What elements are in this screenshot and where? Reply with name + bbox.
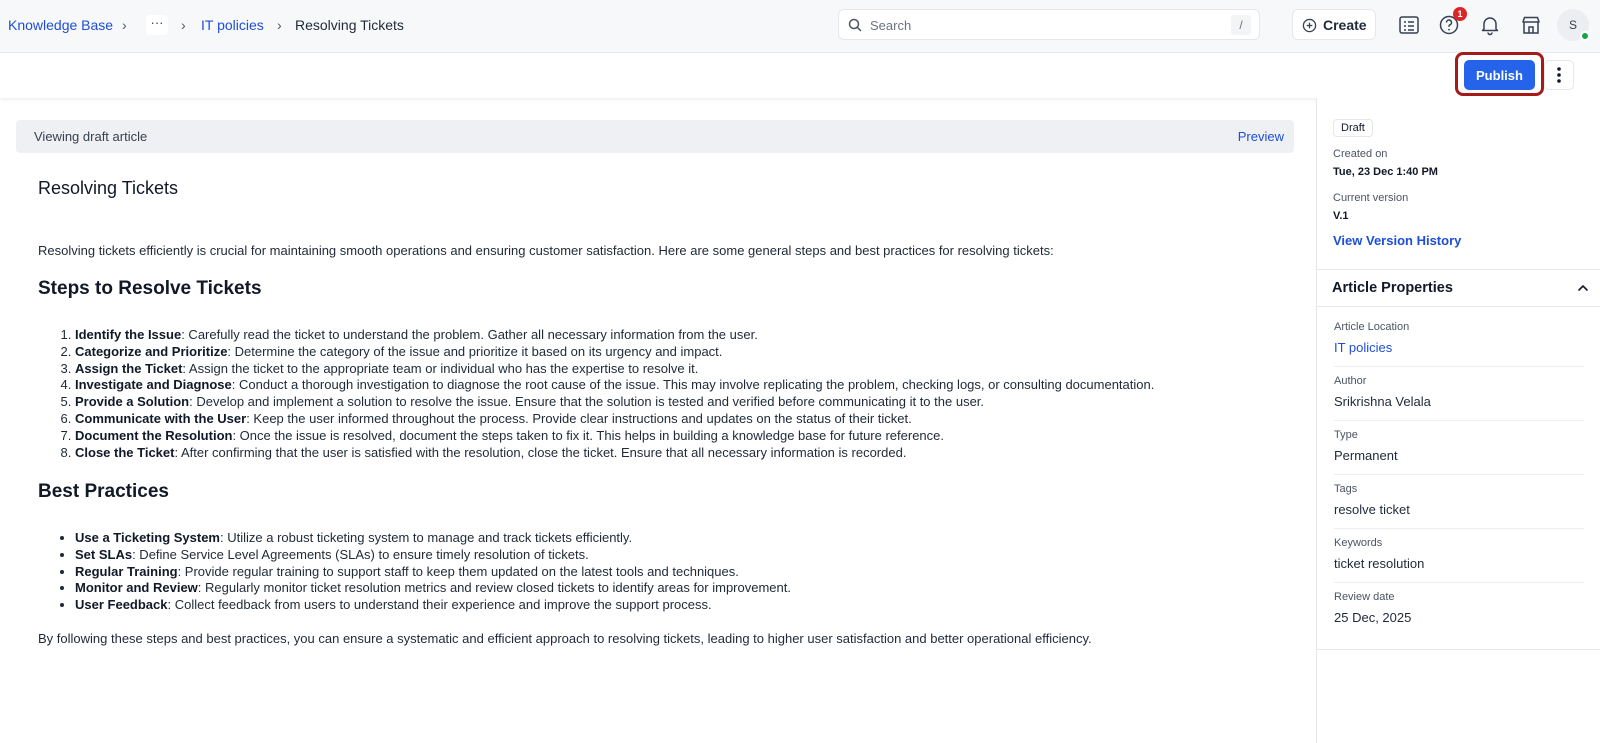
- property-keywords: [1334, 537, 1584, 583]
- list-item: [75, 428, 1154, 445]
- article-sidebar: [1316, 98, 1600, 743]
- current-version-label: Current version: [1333, 192, 1409, 204]
- step-term: Identify the Issue: [75, 327, 182, 342]
- article-properties-header[interactable]: [1317, 269, 1600, 307]
- plus-circle-icon: [1302, 18, 1317, 33]
- created-on-label: Created on: [1333, 148, 1388, 160]
- step-text: : After confirming that the user is satisfied with the resolution, close the ticket. Ensure that all necessary information is recorded.: [174, 444, 907, 460]
- practice-text: : Regularly monitor ticket resolution metrics and review closed tickets to identify areas for improvement.: [197, 580, 791, 596]
- step-term: Document the Resolution: [75, 427, 233, 443]
- property-label: Review date: [1334, 591, 1395, 603]
- search-shortcut-hint: /: [1231, 15, 1251, 35]
- step-text: : Once the issue is resolved, document the steps taken to fix it. This helps in building a knowledge base for future reference.: [232, 427, 944, 443]
- step-text: : Carefully read the ticket to understand the problem. Gather all necessary information from the user.: [181, 327, 758, 342]
- list-item: [75, 530, 791, 547]
- practice-term: Set SLAs: [75, 546, 133, 562]
- create-button-label: Create: [1323, 17, 1367, 33]
- top-bar: [0, 0, 1600, 53]
- article-closing: By following these steps and best practices, you can ensure a systematic and efficient approach to resolving tickets, leading to higher user satisfaction and better operational efficiency.: [38, 631, 1092, 646]
- breadcrumb-current-page: Resolving Tickets: [295, 17, 404, 33]
- property-label: Author: [1334, 375, 1367, 387]
- step-term: Assign the Ticket: [75, 360, 183, 376]
- step-text: : Keep the user informed throughout the process. Provide clear instructions and updates on the status of their ticket.: [246, 410, 912, 426]
- property-review-date: [1334, 591, 1584, 637]
- step-term: Provide a Solution: [75, 394, 190, 410]
- practice-text: : Collect feedback from users to understand their experience and improve the support process.: [167, 597, 712, 613]
- step-term: Close the Ticket: [75, 444, 175, 460]
- breadcrumb-separator-icon: ›: [181, 17, 186, 33]
- create-button[interactable]: [1292, 9, 1376, 40]
- avatar[interactable]: S: [1557, 9, 1589, 41]
- online-status-indicator: [1580, 31, 1590, 41]
- breadcrumb-it-policies[interactable]: IT policies: [201, 17, 264, 33]
- practice-term: Monitor and Review: [75, 580, 198, 596]
- created-on-value: Tue, 23 Dec 1:40 PM: [1333, 166, 1438, 178]
- step-text: : Determine the category of the issue and prioritize it based on its urgency and impact.: [227, 343, 723, 359]
- list-item: [75, 564, 791, 581]
- bell-icon[interactable]: [1478, 13, 1502, 37]
- step-term: Investigate and Diagnose: [75, 377, 232, 393]
- property-label: Tags: [1334, 483, 1358, 495]
- draft-banner-text: Viewing draft article: [34, 129, 148, 144]
- publish-button[interactable]: Publish: [1464, 60, 1535, 90]
- preview-link[interactable]: Preview: [1237, 129, 1284, 144]
- property-value: Permanent: [1334, 448, 1398, 463]
- sidebar-divider: [1317, 649, 1600, 650]
- article-title: Resolving Tickets: [38, 178, 179, 198]
- list-item: [75, 361, 1154, 378]
- article-intro: Resolving tickets efficiently is crucial for maintaining smooth operations and ensuring customer satisfaction. Here are some general steps and best practices for resolving tickets:: [38, 243, 1054, 258]
- property-author: [1334, 375, 1584, 421]
- checklist-icon[interactable]: [1397, 13, 1421, 37]
- kebab-menu-icon: [1545, 61, 1573, 89]
- property-value: resolve ticket: [1334, 502, 1410, 517]
- search-box[interactable]: [838, 9, 1260, 40]
- step-term: Communicate with the User: [75, 410, 247, 426]
- best-practices-list: [75, 530, 791, 614]
- help-notification-badge: 1: [1453, 7, 1467, 21]
- property-value: ticket resolution: [1334, 556, 1425, 571]
- view-version-history-link[interactable]: View Version History: [1333, 233, 1462, 248]
- step-text: : Assign the ticket to the appropriate team or individual who has the expertise to resolve it.: [182, 360, 699, 376]
- property-article-location: [1334, 321, 1584, 367]
- practice-term: Use a Ticketing System: [75, 530, 220, 545]
- practice-text: : Utilize a robust ticketing system to manage and track tickets efficiently.: [220, 530, 633, 545]
- practice-term: User Feedback: [75, 597, 168, 613]
- search-input[interactable]: [870, 15, 1210, 35]
- property-tags: [1334, 483, 1584, 529]
- breadcrumb-knowledge-base[interactable]: Knowledge Base: [8, 17, 114, 33]
- list-item: [75, 394, 1154, 411]
- list-item: [75, 344, 1154, 361]
- property-type: [1334, 429, 1584, 475]
- breadcrumb-separator-icon: ›: [122, 17, 127, 33]
- breadcrumb-separator-icon: ›: [277, 17, 282, 33]
- property-label: Article Location: [1334, 321, 1410, 333]
- article-action-bar: [0, 54, 1600, 98]
- property-value: 25 Dec, 2025: [1334, 610, 1412, 625]
- list-item: [75, 411, 1154, 428]
- list-item: [75, 597, 791, 614]
- status-badge: Draft: [1333, 119, 1373, 137]
- article-content: [0, 98, 1316, 743]
- current-version-value: V.1: [1333, 210, 1349, 222]
- store-icon[interactable]: [1519, 13, 1543, 37]
- property-label: Keywords: [1334, 537, 1383, 549]
- property-value-link[interactable]: IT policies: [1334, 340, 1393, 355]
- list-item: [75, 445, 1154, 462]
- best-practices-heading: Best Practices: [38, 481, 169, 502]
- article-properties-title: Article Properties: [1332, 280, 1453, 296]
- property-label: Type: [1334, 429, 1358, 441]
- step-term: Categorize and Prioritize: [75, 343, 228, 359]
- steps-heading: Steps to Resolve Tickets: [38, 278, 262, 299]
- property-value: Srikrishna Velala: [1334, 394, 1431, 409]
- list-item: [75, 580, 791, 597]
- steps-list: [75, 327, 1154, 461]
- search-icon: [847, 17, 863, 33]
- step-text: : Develop and implement a solution to resolve the issue. Ensure that the solution is tested and verified before communicating it to the user.: [189, 394, 985, 410]
- draft-banner: [16, 120, 1294, 153]
- practice-text: : Define Service Level Agreements (SLAs) to ensure timely resolution of tickets.: [132, 546, 589, 562]
- step-text: : Conduct a thorough investigation to diagnose the root cause of the issue. This may involve replicating the problem, checking logs, or consulting documentation.: [231, 377, 1155, 393]
- practice-text: : Provide regular training to support staff to keep them updated on the latest tools and techniques.: [177, 563, 739, 579]
- practice-term: Regular Training: [75, 563, 178, 579]
- chevron-up-icon: [1576, 281, 1590, 295]
- breadcrumb-more-button[interactable]: ···: [146, 15, 168, 35]
- more-options-button[interactable]: [1544, 60, 1574, 90]
- list-item: [75, 547, 791, 564]
- list-item: [75, 327, 1154, 344]
- list-item: [75, 377, 1154, 394]
